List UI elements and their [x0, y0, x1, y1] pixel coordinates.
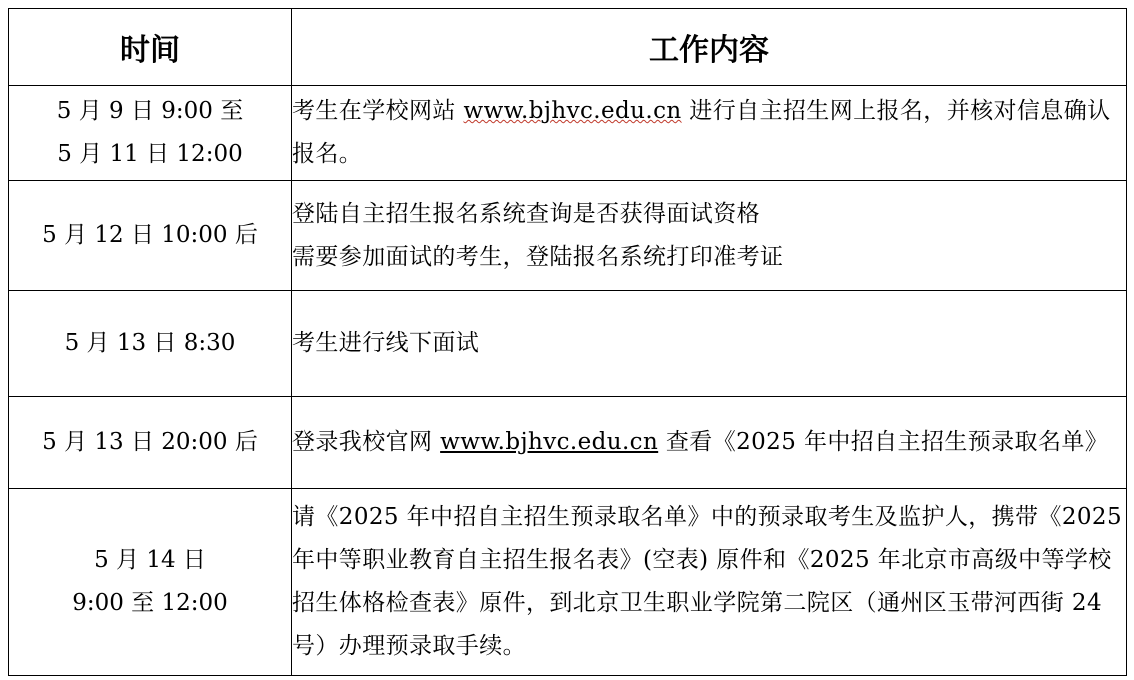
content-text: 进行自主招生网上报名，并核对信息确认报名。	[292, 98, 1111, 167]
table-row	[9, 181, 1127, 291]
content-line: 登陆自主招生报名系统查询是否获得面试资格	[292, 200, 760, 227]
content-cell	[292, 86, 1127, 181]
content-text: 考生在学校网站	[292, 98, 464, 124]
time-cell: 5 月 13 日 8:30	[9, 291, 292, 397]
content-text: 登录我校官网	[292, 429, 441, 455]
table-row	[9, 489, 1127, 676]
time-line: 5 月 11 日 12:00	[57, 141, 243, 167]
website-link[interactable]: www.bjhvc.edu.cn	[463, 98, 682, 124]
time-cell: 5 月 12 日 10:00 后	[9, 181, 292, 291]
time-cell	[9, 86, 292, 181]
table-header-row	[9, 9, 1127, 86]
schedule-table	[8, 8, 1127, 676]
content-cell: 请《2025 年中招自主招生预录取名单》中的预录取考生及监护人，携带《2025 年中等职业教育自主招生报名表》(空表) 原件和《2025 年北京市高级中等学校招生体格检查表》原件，到北京卫生职业学院第二院区（通州区玉带河西街 24 号）办理预录取手续。	[292, 489, 1127, 676]
time-line: 9:00 至 12:00	[72, 590, 228, 616]
table-row	[9, 86, 1127, 181]
website-link[interactable]: www.bjhvc.edu.cn	[440, 429, 659, 455]
table-row	[9, 291, 1127, 397]
time-line: 5 月 14 日	[94, 547, 206, 573]
content-cell	[292, 181, 1127, 291]
content-text: 查看《2025 年中招自主招生预录取名单》	[658, 429, 1109, 455]
content-cell	[292, 397, 1127, 489]
header-time: 时间	[9, 9, 292, 86]
time-line: 5 月 9 日 9:00 至	[56, 98, 244, 124]
header-content: 工作内容	[292, 9, 1127, 86]
time-cell: 5 月 13 日 20:00 后	[9, 397, 292, 489]
content-line: 需要参加面试的考生，登陆报名系统打印准考证	[292, 243, 784, 270]
time-cell	[9, 489, 292, 676]
content-cell: 考生进行线下面试	[292, 291, 1127, 397]
table-row	[9, 397, 1127, 489]
